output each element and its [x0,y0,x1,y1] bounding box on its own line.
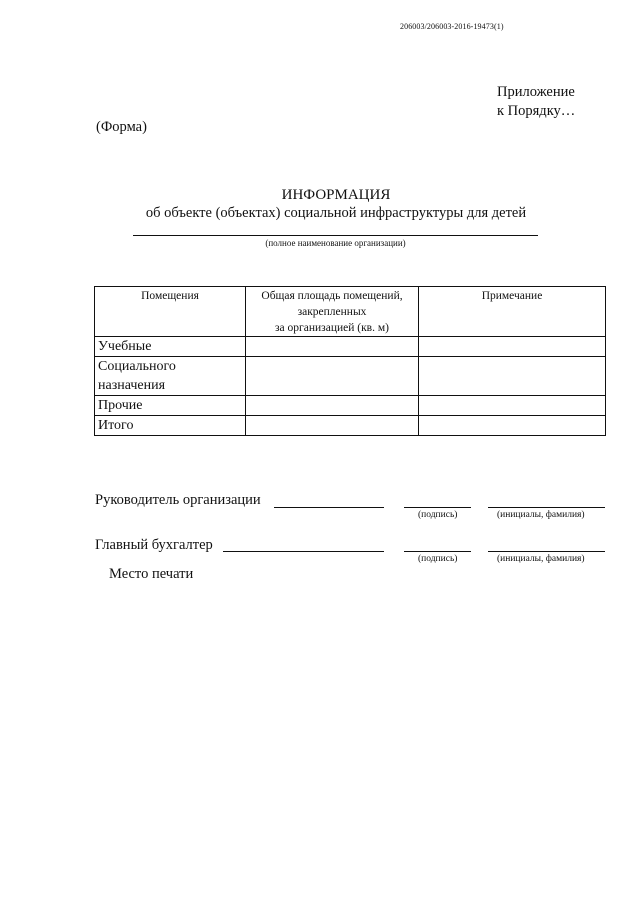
header-area-line-3: за организацией (кв. м) [275,322,389,334]
document-title: ИНФОРМАЦИЯ [281,187,391,203]
header-area [246,287,419,337]
header-note: Примечание [419,287,606,337]
document-subtitle: об объекте (объектах) социальной инфраструктуры для детей [145,205,527,221]
header-premises: Помещения [95,287,246,337]
head-name-line[interactable] [488,507,605,508]
cell-note[interactable] [419,357,606,396]
cell-note[interactable] [419,396,606,416]
row-label-social [95,357,246,396]
accountant-name-caption: (инициалы, фамилия) [497,554,585,564]
cell-area[interactable] [246,396,419,416]
organization-name-caption: (полное наименование организации) [265,238,406,248]
cell-note[interactable] [419,337,606,357]
table-header-row [95,287,606,337]
form-label: (Форма) [96,119,147,135]
accountant-signature-caption: (подпись) [418,554,458,564]
row-label-educational: Учебные [95,337,246,357]
table-row [95,396,606,416]
head-name-caption: (инициалы, фамилия) [497,510,585,520]
accountant-signature-line[interactable] [404,551,471,552]
header-area-line-1: Общая площадь помещений, [261,290,403,302]
table-row [95,416,606,436]
head-position-line[interactable] [274,507,384,508]
row-label-total: Итого [95,416,246,436]
head-signature-label: Руководитель организации [95,492,261,508]
cell-area[interactable] [246,357,419,396]
appendix-note [497,83,575,121]
organization-name-line [133,235,538,236]
document-id: 206003/206003-2016-19473(1) [400,22,504,31]
appendix-line-2: к Порядку… [497,103,576,119]
accountant-position-line[interactable] [223,551,384,552]
cell-area[interactable] [246,416,419,436]
table-row [95,357,606,396]
cell-note[interactable] [419,416,606,436]
table-row [95,337,606,357]
row-label-social-line-1: Социального [98,359,176,374]
row-label-other: Прочие [95,396,246,416]
cell-area[interactable] [246,337,419,357]
stamp-place-label: Место печати [109,566,194,582]
row-label-social-line-2: назначения [98,378,166,393]
accountant-signature-label: Главный бухгалтер [95,537,213,553]
appendix-line-1: Приложение [497,84,575,100]
head-signature-caption: (подпись) [418,510,458,520]
head-signature-line[interactable] [404,507,471,508]
accountant-name-line[interactable] [488,551,605,552]
header-area-line-2: закрепленных [297,306,367,318]
premises-table [94,286,606,436]
